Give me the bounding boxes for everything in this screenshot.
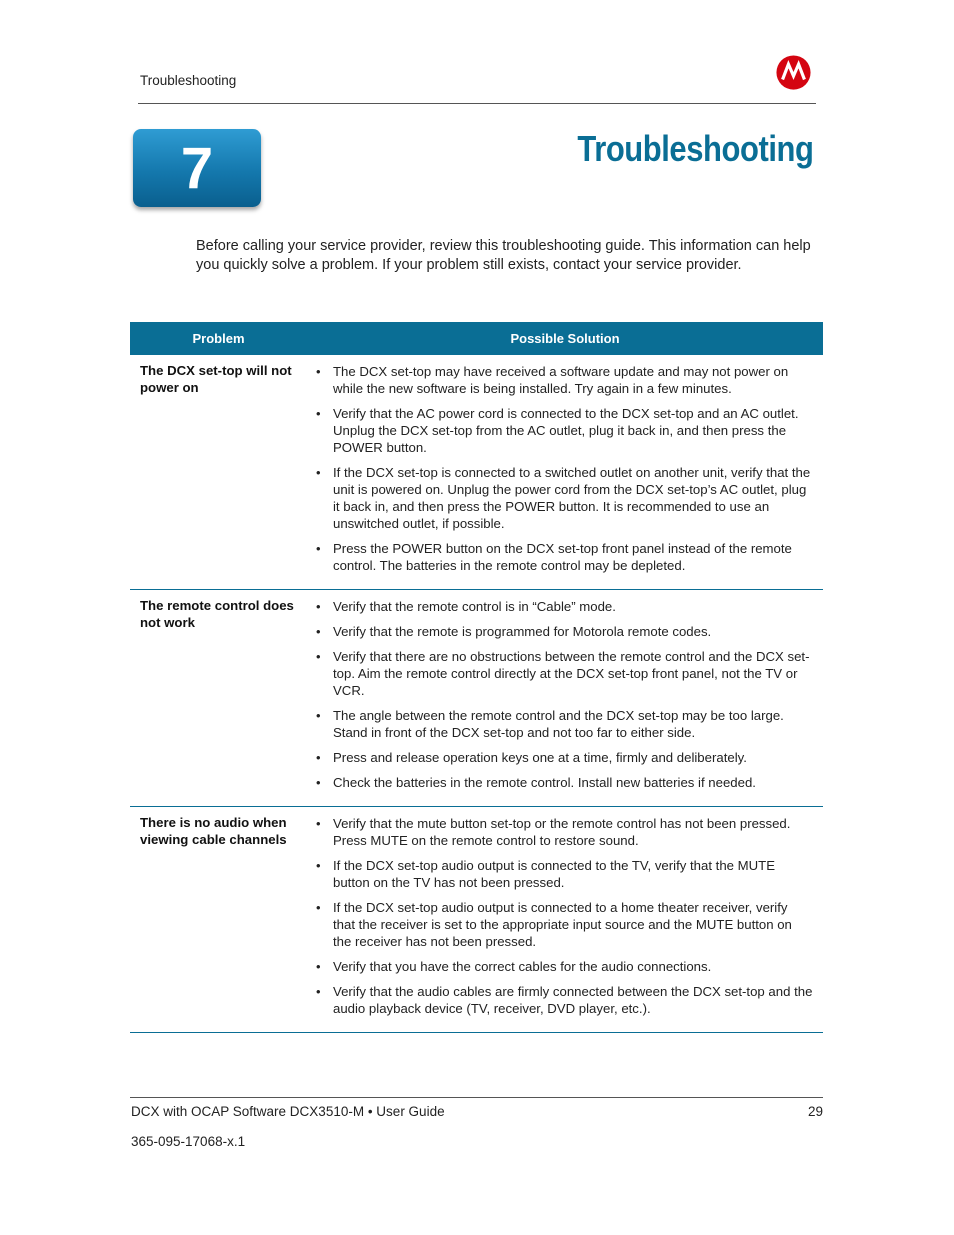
header-divider — [138, 103, 816, 104]
problem-cell: There is no audio when viewing cable channels — [130, 807, 307, 1033]
problem-cell: The remote control does not work — [130, 590, 307, 807]
solution-item: • If the DCX set-top audio output is connected to the TV, verify that the MUTE button on the TV has not been pressed. — [307, 857, 813, 891]
intro-paragraph: Before calling your service provider, review this troubleshooting guide. This information can help you quickly solve a problem. If your problem still exists, contact your service provider. — [196, 238, 811, 273]
solution-item: • Press the POWER button on the DCX set-top front panel instead of the remote control. The batteries in the remote control may be depleted. — [307, 540, 813, 574]
table-header-row — [130, 322, 823, 355]
solution-list — [307, 363, 813, 574]
footer-divider — [130, 1097, 823, 1098]
column-header-problem: Problem — [130, 322, 307, 355]
page-number: 29 — [807, 1104, 823, 1119]
solution-cell — [307, 355, 823, 590]
solution-list — [307, 598, 813, 791]
troubleshooting-table — [130, 322, 823, 1033]
motorola-logo-icon — [776, 55, 811, 90]
solution-list — [307, 815, 813, 1017]
solution-item: • Verify that the AC power cord is connected to the DCX set-top and an AC outlet. Unplug the DCX set-top from the AC outlet, plug it back in, and then press the POWER button. — [307, 405, 813, 456]
column-header-solution: Possible Solution — [307, 322, 823, 355]
footer-doc-title: DCX with OCAP Software DCX3510-M • User Guide — [131, 1104, 445, 1119]
solution-item: • If the DCX set-top is connected to a switched outlet on another unit, verify that the unit is powered on. Unplug the power cord from the DCX set-top’s AC outlet, plug it back in, and then press the POWER button. It is recommended to use an unswitched outlet, if possible. — [307, 464, 813, 532]
problem-cell: The DCX set-top will not power on — [130, 355, 307, 590]
solution-item: • Verify that the mute button set-top or the remote control has not been pressed. Press MUTE on the remote control to restore sound. — [307, 815, 813, 849]
solution-item: • Verify that the remote control is in “Cable” mode. — [307, 598, 813, 615]
solution-item: • The angle between the remote control and the DCX set-top may be too large. Stand in front of the DCX set-top and not too far to either side. — [307, 707, 813, 741]
solution-cell — [307, 807, 823, 1033]
chapter-number-tab — [133, 129, 261, 207]
chapter-title: Troubleshooting — [576, 128, 813, 169]
solution-cell — [307, 590, 823, 807]
table-row — [130, 355, 823, 590]
solution-item: • Verify that you have the correct cables for the audio connections. — [307, 958, 813, 975]
solution-item: • Verify that there are no obstructions between the remote control and the DCX set-top. Aim the remote control directly at the DCX set-top front panel, not the TV or VCR. — [307, 648, 813, 699]
solution-item: • Verify that the remote is programmed for Motorola remote codes. — [307, 623, 813, 640]
solution-item: • Verify that the audio cables are firmly connected between the DCX set-top and the audio playback device (TV, receiver, DVD player, etc.). — [307, 983, 813, 1017]
running-header: Troubleshooting — [140, 73, 237, 88]
solution-item: • If the DCX set-top audio output is connected to a home theater receiver, verify that the receiver is set to the appropriate input source and the MUTE button on the receiver has not been pressed. — [307, 899, 813, 950]
table-row — [130, 807, 823, 1033]
footer-doc-number: 365-095-17068-x.1 — [131, 1134, 246, 1149]
solution-item: • Check the batteries in the remote control. Install new batteries if needed. — [307, 774, 813, 791]
solution-item: • The DCX set-top may have received a software update and may not power on while the new software is being installed. Try again in a few minutes. — [307, 363, 813, 397]
chapter-number: 7 — [180, 135, 214, 201]
table-row — [130, 590, 823, 807]
solution-item: • Press and release operation keys one at a time, firmly and deliberately. — [307, 749, 813, 766]
